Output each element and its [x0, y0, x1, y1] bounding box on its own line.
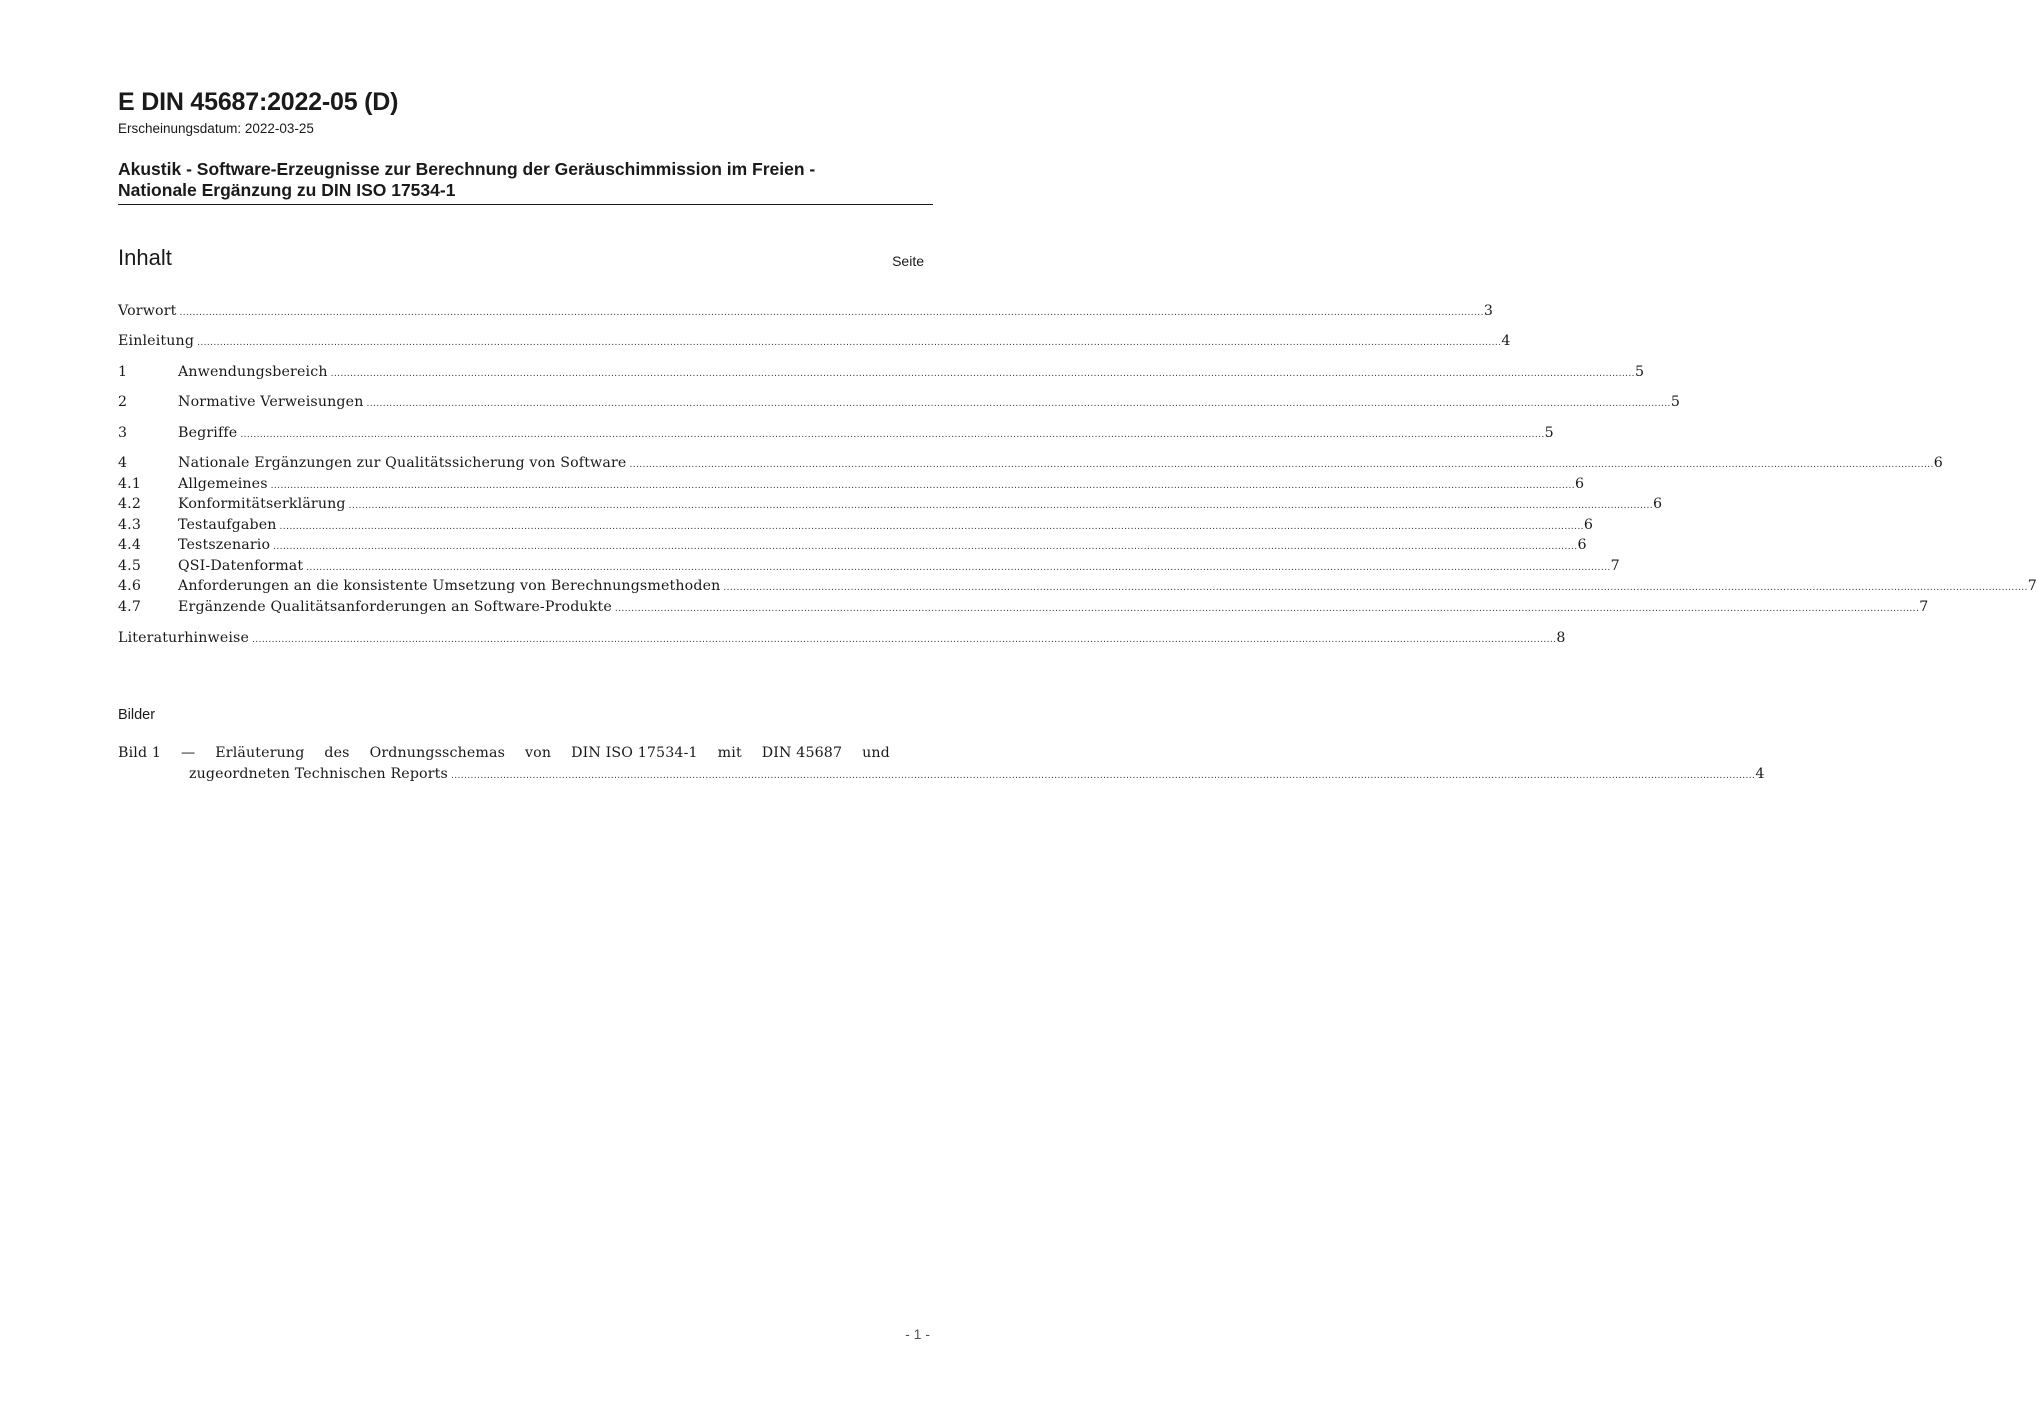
toc-leader-dots: ................................................................................................................................................................................................................................................................................................................................................................................................................ — [450, 771, 1756, 781]
toc-entry-page: 6 — [1575, 476, 1585, 492]
toc-leader-dots: ................................................................................................................................................................................................................................................................................................................................................................................................................ — [306, 563, 1611, 573]
toc-leader-dots: ................................................................................................................................................................................................................................................................................................................................................................................................................ — [179, 308, 1484, 318]
toc-entry-page: 5 — [1544, 425, 1554, 441]
toc-heading: Inhalt — [118, 245, 172, 270]
toc-entry[interactable] — [118, 394, 1681, 414]
toc-leader-dots: ................................................................................................................................................................................................................................................................................................................................................................................................................ — [270, 481, 1575, 491]
toc-entry-number: 4.2 — [118, 496, 142, 512]
toc-entry-page: 4 — [1501, 333, 1511, 349]
toc-entry[interactable] — [118, 496, 1663, 516]
figure-entry-word: mit — [717, 745, 742, 761]
toc-entry[interactable] — [118, 537, 1587, 557]
document-title-line-2: Nationale Ergänzung zu DIN ISO 17534-1 — [118, 180, 456, 200]
toc-leader-dots: ................................................................................................................................................................................................................................................................................................................................................................................................................ — [252, 635, 1557, 645]
figure-entry-word: des — [324, 745, 350, 761]
toc-entry-page: 6 — [1933, 455, 1943, 471]
figure-entry-word: Ordnungsschemas — [369, 745, 506, 761]
toc-entry-title: Testszenario — [178, 537, 271, 553]
toc-entry-number: 4 — [118, 455, 128, 471]
toc-entry-page: 7 — [1919, 599, 1929, 615]
toc-page-column-label: Seite — [892, 253, 924, 269]
figures-heading: Bilder — [118, 707, 156, 723]
toc-entry-page: 7 — [1610, 558, 1620, 574]
toc-entry-page: 5 — [1634, 364, 1645, 380]
figure-entry-title: zugeordneten Technischen Reports — [189, 766, 448, 782]
toc-entry-number: 4.4 — [118, 537, 142, 553]
toc-leader-dots: ................................................................................................................................................................................................................................................................................................................................................................................................................ — [348, 501, 1654, 511]
toc-entry-number: 2 — [118, 394, 128, 410]
toc-entry-title: Einleitung — [118, 333, 195, 349]
toc-leader-dots: ................................................................................................................................................................................................................................................................................................................................................................................................................ — [197, 338, 1502, 348]
figure-entry-word: DIN ISO 17534-1 — [571, 745, 698, 761]
figure-entry-word: Bild 1 — [118, 745, 162, 761]
document-title — [118, 159, 933, 205]
publication-date: Erscheinungsdatum: 2022-03-25 — [118, 121, 314, 136]
figure-entry-word: DIN 45687 — [761, 745, 843, 761]
toc-entry-page: 6 — [1583, 517, 1594, 533]
toc-entry-title: Allgemeines — [178, 476, 268, 492]
toc-entry-title: Literaturhinweise — [118, 630, 250, 646]
toc-entry-page: 5 — [1670, 394, 1681, 410]
document-id: E DIN 45687:2022-05 (D) — [118, 88, 399, 116]
toc-entry-title: Nationale Ergänzungen zur Qualitätssicherung von Software — [178, 455, 627, 471]
toc-entry-title: Begriffe — [178, 425, 238, 441]
toc-entry[interactable] — [118, 364, 1645, 384]
toc-leader-dots: ................................................................................................................................................................................................................................................................................................................................................................................................................ — [366, 399, 1671, 409]
toc-entry[interactable] — [118, 578, 2037, 598]
toc-entry-number: 4.7 — [118, 599, 142, 615]
toc-entry-title: QSI-Datenformat — [178, 558, 304, 574]
toc-entry[interactable] — [118, 333, 1511, 353]
toc-leader-dots: ................................................................................................................................................................................................................................................................................................................................................................................................................ — [629, 460, 1934, 470]
toc-entry[interactable] — [118, 476, 1585, 496]
toc-entry[interactable] — [118, 558, 1620, 578]
toc-entry-number: 4.1 — [118, 476, 142, 492]
toc-leader-dots: ................................................................................................................................................................................................................................................................................................................................................................................................................ — [240, 430, 1545, 440]
toc-entry-number: 4.6 — [118, 578, 142, 594]
toc-entry[interactable] — [118, 425, 1554, 445]
toc-entry-page: 6 — [1653, 496, 1663, 512]
toc-entry[interactable] — [118, 630, 1566, 650]
toc-entry[interactable] — [118, 599, 1929, 619]
figure-entry-word: Erläuterung — [215, 745, 305, 761]
toc-entry-number: 3 — [118, 425, 128, 441]
toc-entry-number: 1 — [118, 364, 128, 380]
toc-entry[interactable] — [118, 517, 1594, 537]
toc-entry-title: Anwendungsbereich — [178, 364, 328, 380]
figure-entry-line-2[interactable] — [189, 766, 1765, 786]
toc-leader-dots: ................................................................................................................................................................................................................................................................................................................................................................................................................ — [723, 583, 2028, 593]
page-number: - 1 - — [905, 1326, 930, 1342]
figure-entry-line-1[interactable] — [118, 745, 890, 761]
figure-entry-word: — — [180, 745, 196, 761]
document-title-line-1: Akustik - Software-Erzeugnisse zur Berechnung der Geräuschimmission im Freien - — [118, 159, 816, 179]
figure-entry-word: von — [525, 745, 552, 761]
toc-entry-title: Ergänzende Qualitätsanforderungen an Software-Produkte — [178, 599, 612, 615]
toc-entry-title: Anforderungen an die konsistente Umsetzung von Berechnungsmethoden — [178, 578, 721, 594]
toc-entry-title: Vorwort — [118, 303, 177, 319]
toc-entry-title: Konformitätserklärung — [178, 496, 346, 512]
toc-leader-dots: ................................................................................................................................................................................................................................................................................................................................................................................................................ — [614, 604, 1920, 614]
toc-leader-dots: ................................................................................................................................................................................................................................................................................................................................................................................................................ — [273, 542, 1578, 552]
toc-entry[interactable] — [118, 455, 1943, 475]
toc-leader-dots: ................................................................................................................................................................................................................................................................................................................................................................................................................ — [279, 522, 1584, 532]
toc-entry-page: 3 — [1483, 303, 1494, 319]
figure-entry-word: und — [862, 745, 890, 761]
toc-entry-page: 7 — [2027, 578, 2037, 594]
toc-entry-title: Testaufgaben — [178, 517, 277, 533]
toc-entry-page: 6 — [1577, 537, 1587, 553]
toc-entry[interactable] — [118, 303, 1494, 323]
toc-leader-dots: ................................................................................................................................................................................................................................................................................................................................................................................................................ — [330, 369, 1635, 379]
figure-entry-page: 4 — [1755, 766, 1765, 782]
toc-entry-number: 4.3 — [118, 517, 142, 533]
toc-entry-number: 4.5 — [118, 558, 142, 574]
toc-entry-page: 8 — [1556, 630, 1566, 646]
toc-entry-title: Normative Verweisungen — [178, 394, 364, 410]
